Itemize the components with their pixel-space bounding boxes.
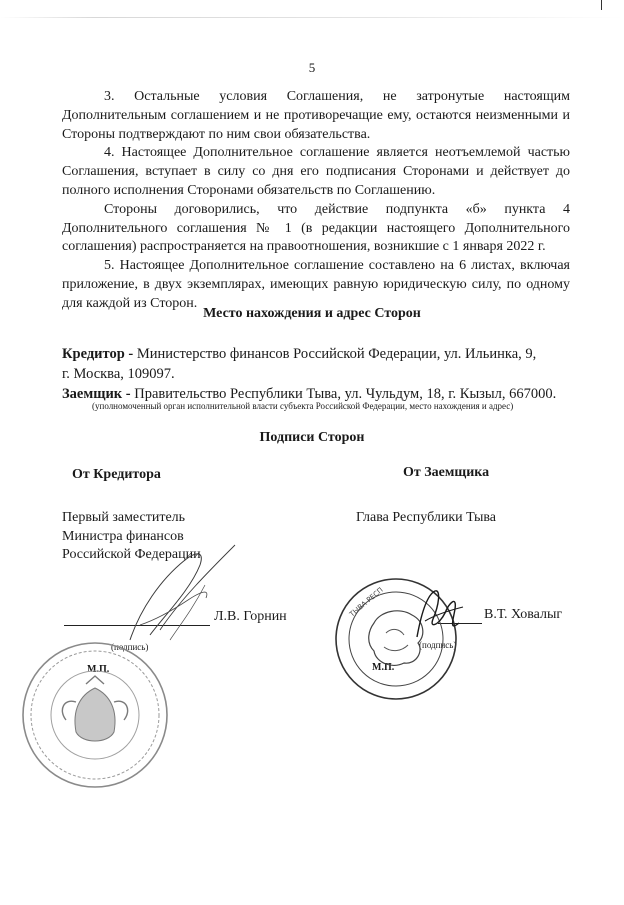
creditor-block [62,344,536,384]
creditor-label: Кредитор - [62,346,134,362]
creditor-position-line-2: Министра финансов [62,528,184,544]
borrower-signature-heading: От Заемщика [403,465,490,480]
address-heading: Место нахождения и адрес Сторон [203,306,421,321]
creditor-signer-name: Л.В. Горнин [214,609,287,624]
body-text [62,88,570,314]
creditor-signature-caption: (подпись) [111,642,149,652]
svg-text:ТЫВА РЕСП: ТЫВА РЕСП [348,585,385,619]
page-number: 5 [308,60,316,75]
creditor-mp-label: М.П. [87,664,110,675]
scan-artifact-line [0,17,624,18]
paragraph-5: 5. Настоящее Дополнительное соглашение составлено на 6 листах, включая приложение, в двух экземплярах, имеющих равную юридическую силу, по одному для каждой из Сторон. [62,258,570,311]
paragraph-4: 4. Настоящее Дополнительное соглашение является неотъемлемой частью Соглашения, вступает в силу со дня его подписания Сторонами и действует до полного исполнения Сторонами обязательств по Соглашению. [62,145,570,198]
scan-edge-mark [601,0,602,10]
creditor-position-line-3: Российской Федерации [62,547,201,562]
borrower-mp-label: М.П. [372,662,395,673]
borrower-note: (уполномоченный орган исполнительной власти субъекта Российской Федерации, место нахождения и адрес) [92,401,514,411]
borrower-signature-caption: (подпись) [419,640,457,650]
creditor-handwritten-signature [110,540,250,650]
borrower-label: Заемщик - [62,386,131,402]
creditor-signature-heading: От Кредитора [72,467,161,482]
paragraph-4-addendum: Стороны договорились, что действие подпункта «б» пункта 4 Дополнительного соглашения № 1 (в редакции настоящего Дополнительного соглашения) распространяется на правоотношения, возникшие с 1 января 2022 г. [62,201,570,255]
creditor-address-1: Министерство финансов Российской Федерации, ул. Ильинка, 9, [133,346,537,362]
borrower-handwritten-signature [405,585,475,645]
creditor-address-2: г. Москва, 109097. [62,366,175,382]
borrower-position [356,509,496,528]
creditor-position-line-1: Первый заместитель [62,510,186,525]
creditor-official-seal [20,640,170,790]
borrower-signer-name: В.Т. Ховалыг [484,607,563,622]
borrower-address: Правительство Республики Тыва, ул. Чульдум, 18, г. Кызыл, 667000. [130,386,557,402]
creditor-line-1 [62,344,536,364]
paragraph-3: 3. Остальные условия Соглашения, не затронутые настоящим Дополнительным соглашением и не противоречащие ему, остаются неизменными и Стороны подтверждают по ним свои обязательства. [62,89,570,142]
signatures-heading: Подписи Сторон [259,430,365,445]
borrower-position-line-1: Глава Республики Тыва [356,510,497,525]
